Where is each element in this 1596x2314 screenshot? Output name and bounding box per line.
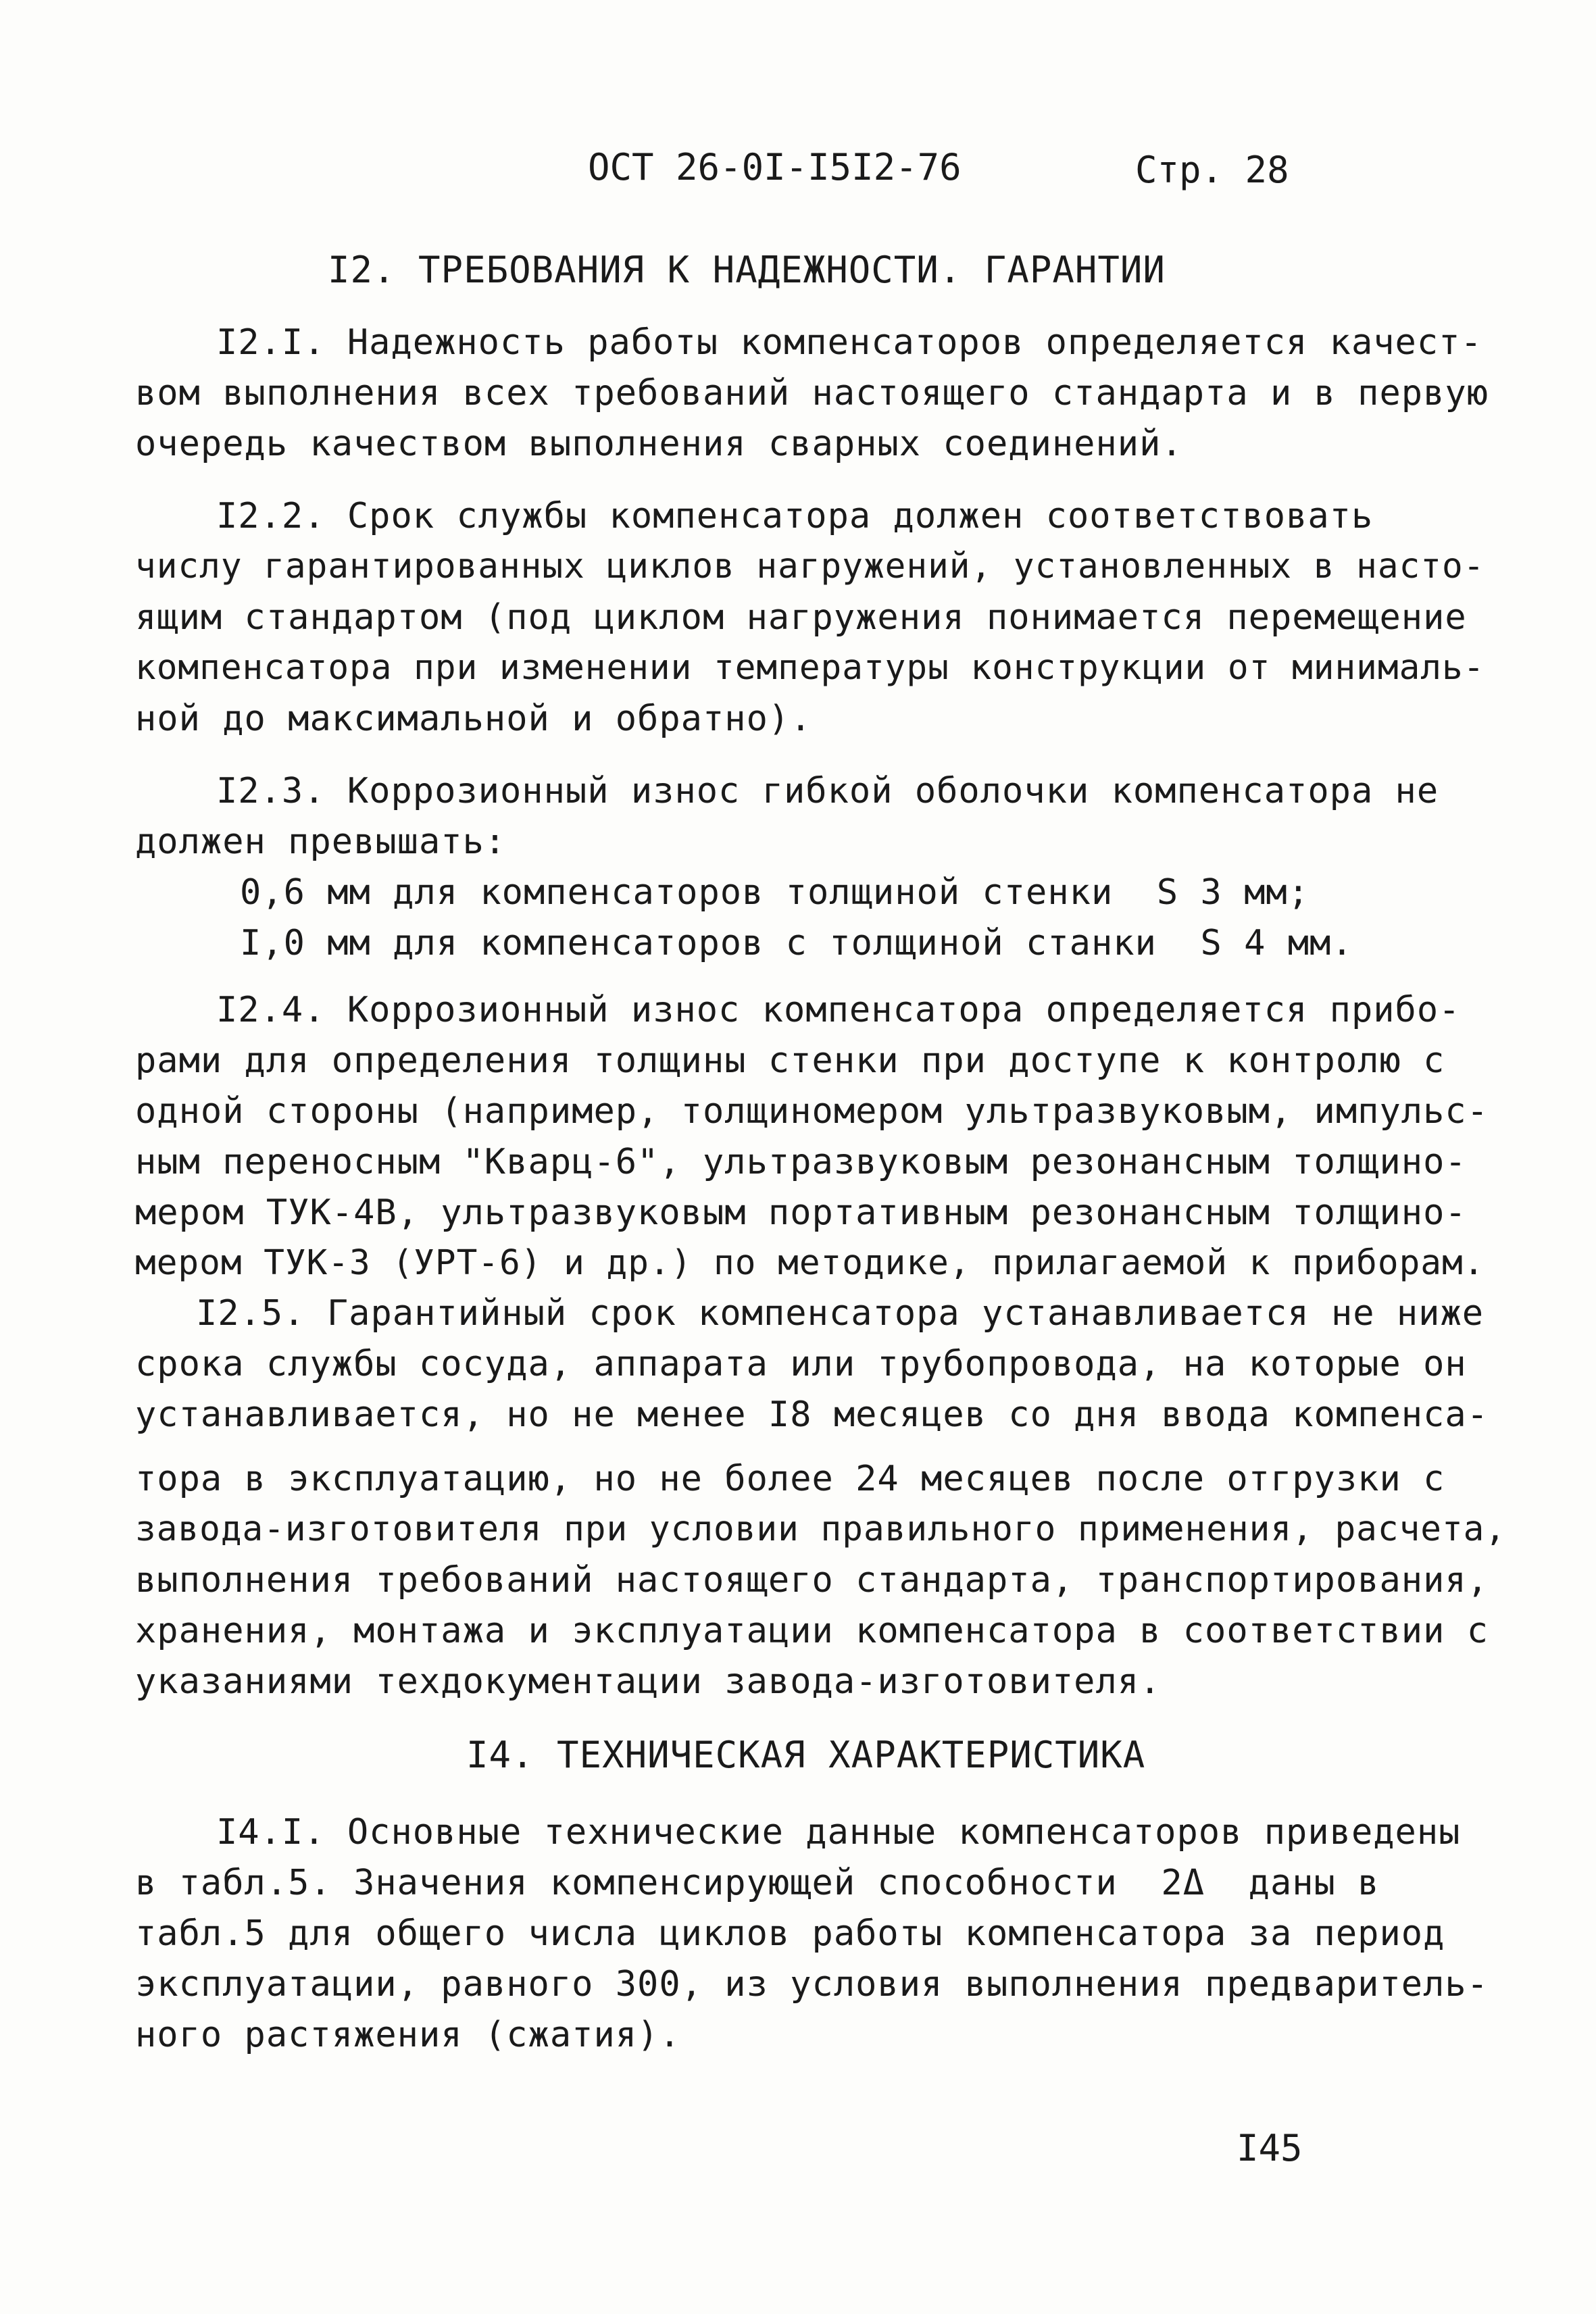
text-line: срока службы сосуда, аппарата или трубопровода, на которые он xyxy=(135,1344,1467,1384)
text-line: числу гарантированных циклов нагружений, установленных в насто- xyxy=(135,547,1485,586)
text-line: 0,6 мм для компенсаторов толщиной стенки S 3 мм; xyxy=(240,872,1310,913)
text-line: табл.5 для общего числа циклов работы компенсатора за период xyxy=(135,1913,1445,1954)
text-line: мером ТУК-3 (УРТ-6) и др.) по методике, прилагаемой к приборам. xyxy=(135,1243,1485,1283)
text-line: одной стороны (например, толщиномером ультразвуковым, импульс- xyxy=(135,1091,1489,1132)
section-14-title: I4. ТЕХНИЧЕСКАЯ ХАРАКТЕРИСТИКА xyxy=(466,1734,1146,1776)
text-line: завода-изготовителя при условии правильного применения, расчета, xyxy=(135,1509,1507,1549)
section-12-title: I2. ТРЕБОВАНИЯ К НАДЕЖНОСТИ. ГАРАНТИИ xyxy=(328,249,1166,291)
text-line: в табл.5. Значения компенсирующей способности 2Δ даны в xyxy=(135,1863,1380,1903)
text-line: должен превышать: xyxy=(135,822,507,862)
text-line: мером ТУК-4В, ультразвуковым портативным резонансным толщино- xyxy=(135,1192,1467,1233)
text-line: хранения, монтажа и эксплуатации компенсатора в соответствии с xyxy=(135,1611,1489,1651)
standard-designation: ОСТ 26-0I-I5I2-76 xyxy=(588,146,962,188)
text-line: ной до максимальной и обратно). xyxy=(135,699,812,739)
text-line: I,0 мм для компенсаторов с толщиной станки S 4 мм. xyxy=(240,923,1353,963)
text-line: устанавливается, но не менее I8 месяцев со дня ввода компенса- xyxy=(135,1394,1489,1435)
text-line: эксплуатации, равного 300, из условия выполнения предваритель- xyxy=(135,1964,1489,2005)
text-line: ным переносным "Кварц-6", ультразвуковым резонансным толщино- xyxy=(135,1142,1467,1182)
text-line: I2.3. Коррозионный износ гибкой оболочки компенсатора не xyxy=(216,771,1439,811)
text-line: ного растяжения (сжатия). xyxy=(135,2015,681,2055)
page-number: I45 xyxy=(1237,2127,1303,2169)
text-line: I2.I. Надежность работы компенсаторов определяется качест- xyxy=(216,322,1482,363)
text-line: ящим стандартом (под циклом нагружения понимается перемещение xyxy=(135,597,1467,638)
text-line: вом выполнения всех требований настоящего стандарта и в первую xyxy=(135,373,1489,413)
text-line: тора в эксплуатацию, но не более 24 месяцев после отгрузки с xyxy=(135,1459,1445,1499)
page-label: Стр. 28 xyxy=(1135,149,1289,191)
text-line: I4.I. Основные технические данные компенсаторов приведены xyxy=(216,1812,1461,1853)
text-line: выполнения требований настоящего стандарта, транспортирования, xyxy=(135,1560,1489,1601)
text-line: I2.5. Гарантийный срок компенсатора устанавливается не ниже xyxy=(196,1293,1485,1334)
text-line: рами для определения толщины стенки при доступе к контролю с xyxy=(135,1040,1445,1081)
text-line: компенсатора при изменении температуры конструкции от минималь- xyxy=(135,648,1485,688)
text-line: I2.4. Коррозионный износ компенсатора определяется прибо- xyxy=(216,990,1461,1030)
text-line: очередь качеством выполнения сварных соединений. xyxy=(135,424,1183,464)
text-line: I2.2. Срок службы компенсатора должен соответствовать xyxy=(216,496,1374,536)
text-line: указаниями техдокументации завода-изготовителя. xyxy=(135,1661,1162,1702)
